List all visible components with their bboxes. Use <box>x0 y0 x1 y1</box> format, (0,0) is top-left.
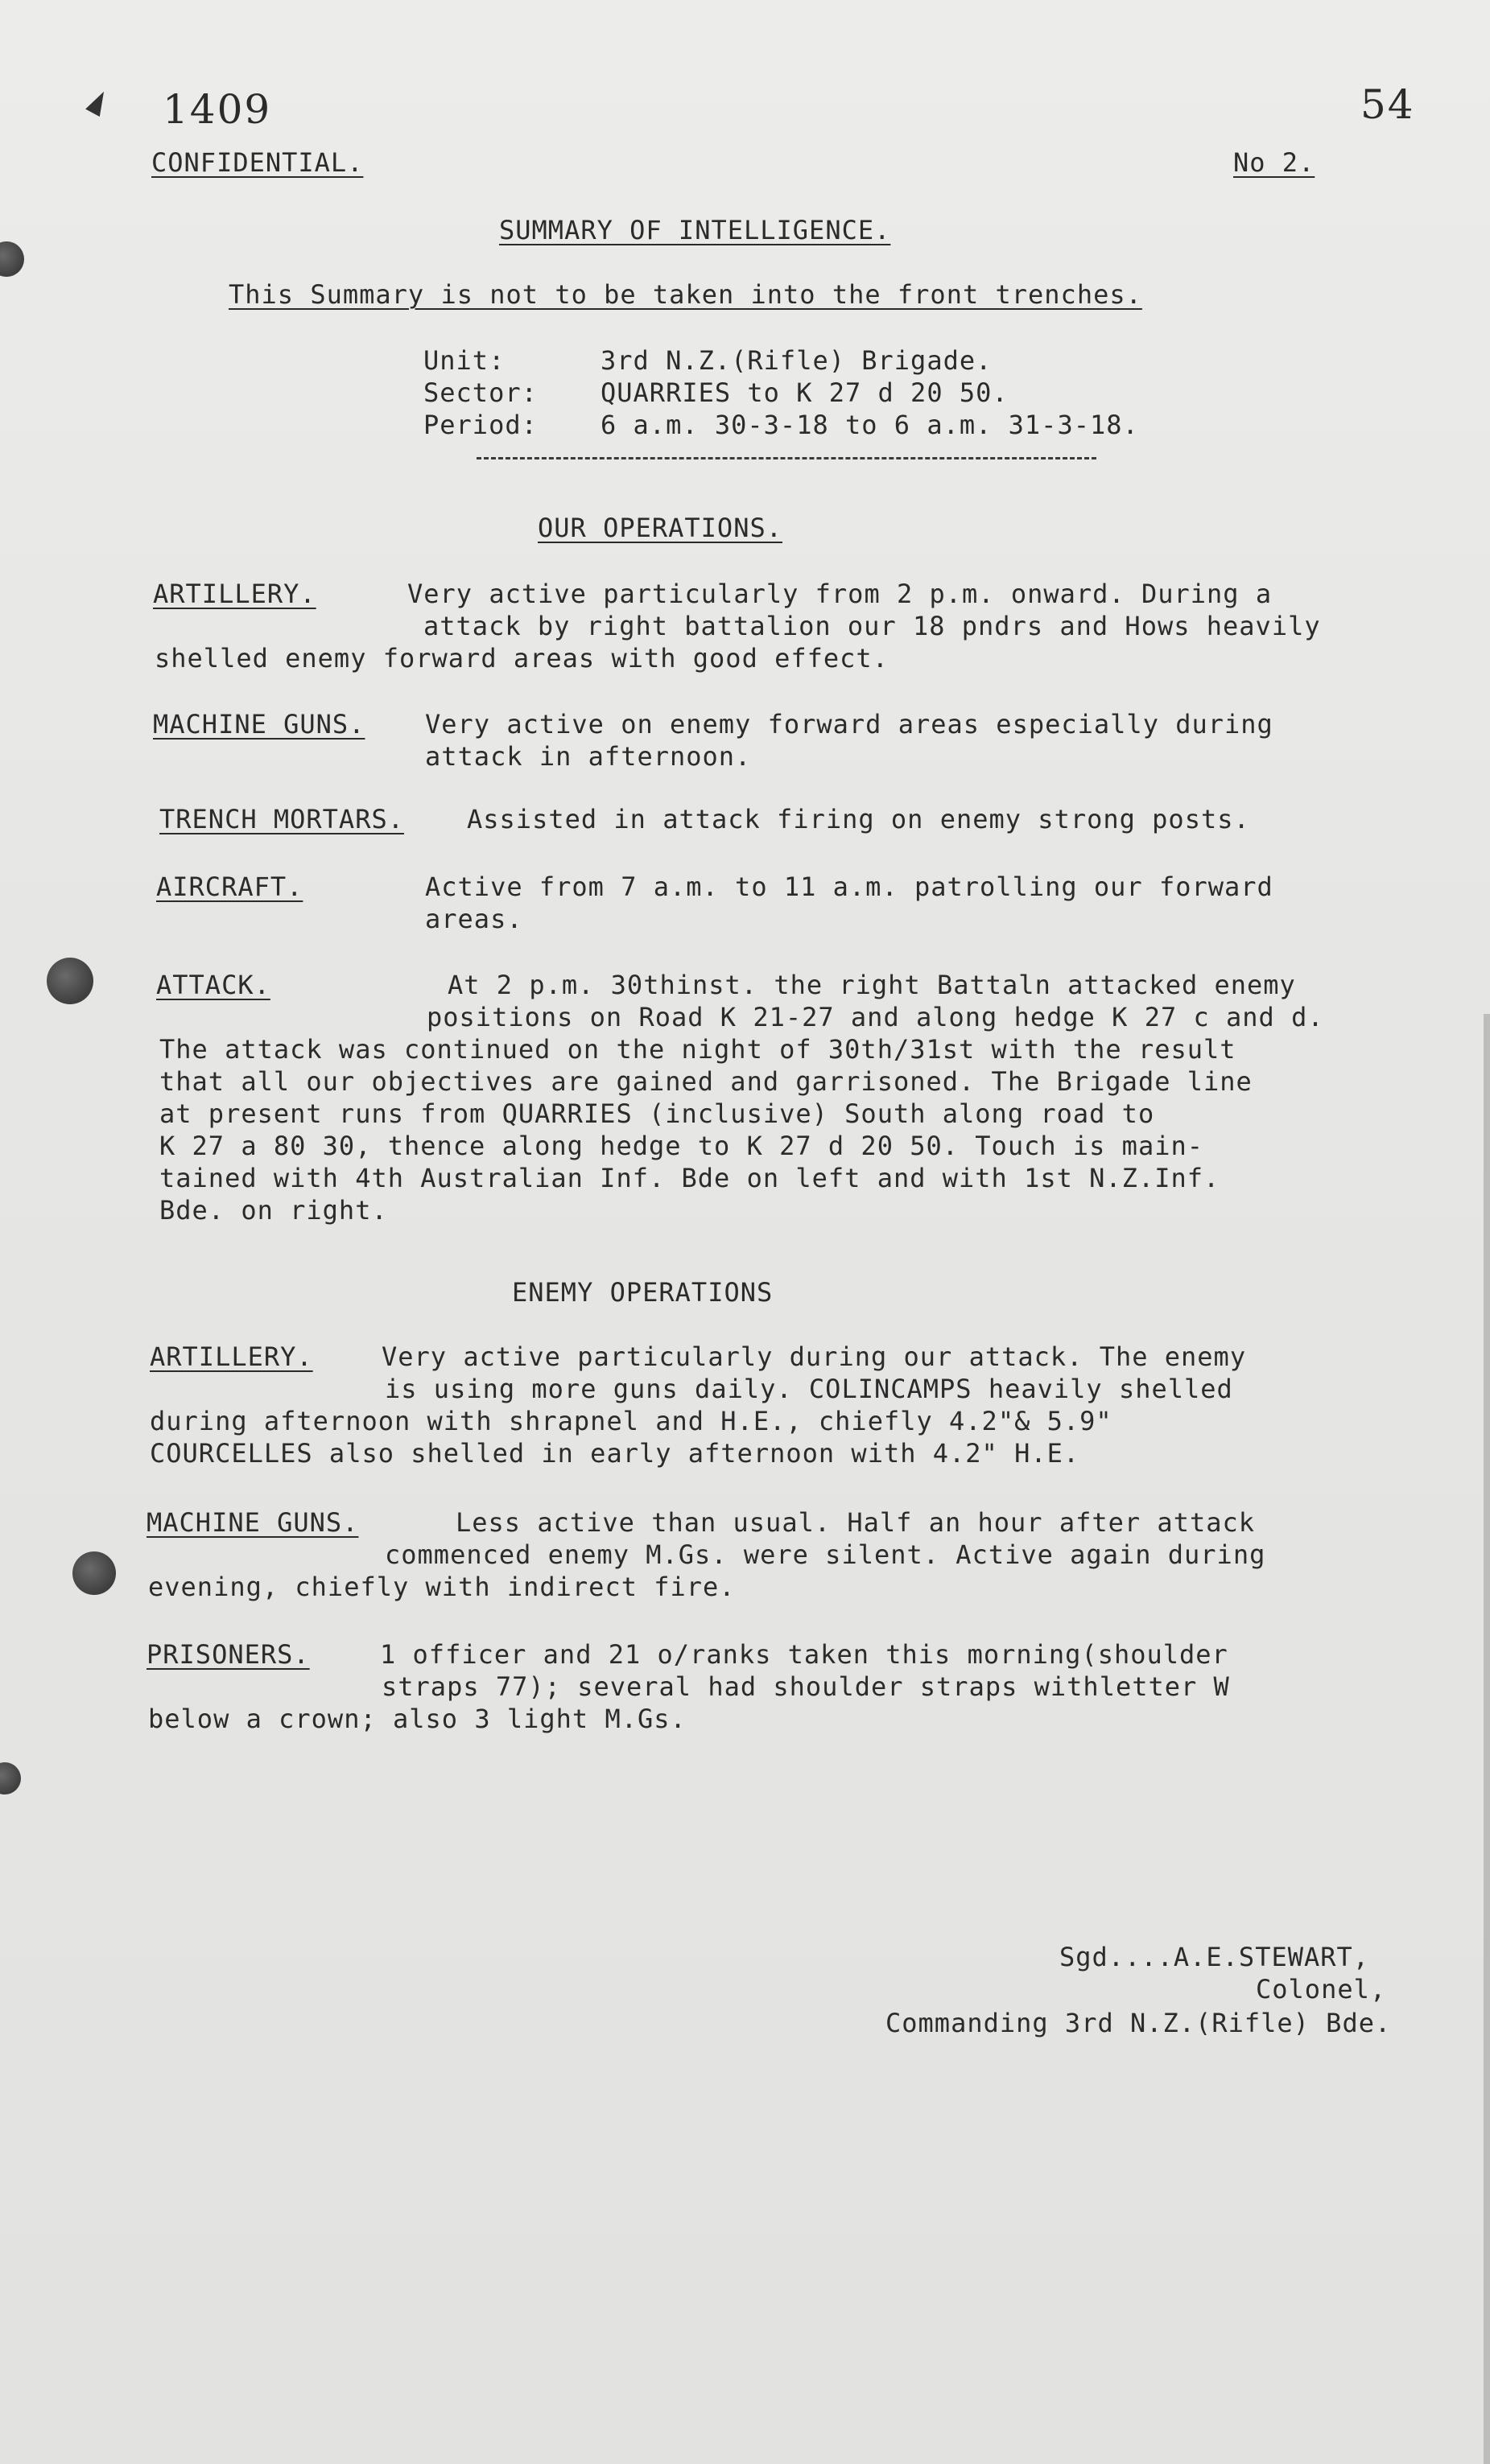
signature-line-2: Colonel, <box>1256 1974 1387 2005</box>
enemy-machine-guns-line-2: commenced enemy M.Gs. were silent. Active again during <box>385 1539 1266 1570</box>
punch-hole-1 <box>0 241 24 277</box>
punch-hole-3 <box>72 1551 116 1595</box>
our-machine-guns-line-2: attack in afternoon. <box>425 741 752 772</box>
attack-line-4: that all our objectives are gained and garrisoned. The Brigade line <box>159 1066 1253 1097</box>
period-value: 6 a.m. 30-3-18 to 6 a.m. 31-3-18. <box>601 410 1139 440</box>
trench-mortars-line-1: Assisted in attack firing on enemy strong posts. <box>467 804 1250 834</box>
distribution-warning: This Summary is not to be taken into the front trenches. <box>229 279 1142 310</box>
attack-label: ATTACK. <box>156 970 270 1000</box>
sector-label: Sector: <box>423 377 538 408</box>
document-number: No 2. <box>1233 147 1315 178</box>
enemy-operations-heading: ENEMY OPERATIONS <box>512 1277 774 1308</box>
punch-hole-4 <box>0 1762 21 1794</box>
attack-line-3: The attack was continued on the night of 30th/31st with the result <box>159 1034 1236 1065</box>
sector-value: QUARRIES to K 27 d 20 50. <box>601 377 1009 408</box>
our-machine-guns-line-1: Very active on enemy forward areas especially during <box>425 709 1273 740</box>
prisoners-line-3: below a crown; also 3 light M.Gs. <box>148 1704 687 1734</box>
our-artillery-line-3: shelled enemy forward areas with good effect. <box>155 643 889 674</box>
enemy-artillery-line-2: is using more guns daily. COLINCAMPS heavily shelled <box>385 1374 1233 1404</box>
our-operations-heading: OUR OPERATIONS. <box>538 513 782 543</box>
file-number: 1409 <box>163 86 272 133</box>
unit-value: 3rd N.Z.(Rifle) Brigade. <box>601 345 993 376</box>
prisoners-line-1: 1 officer and 21 o/ranks taken this morning(shoulder <box>380 1639 1228 1670</box>
classification: CONFIDENTIAL. <box>151 147 364 178</box>
signature-line-3: Commanding 3rd N.Z.(Rifle) Bde. <box>885 2008 1392 2038</box>
period-label: Period: <box>423 410 538 440</box>
enemy-machine-guns-line-1: Less active than usual. Half an hour after attack <box>456 1507 1256 1538</box>
enemy-artillery-label: ARTILLERY. <box>150 1341 313 1372</box>
enemy-machine-guns-line-3: evening, chiefly with indirect fire. <box>148 1572 736 1602</box>
page-edge-shadow <box>1484 1014 1490 2464</box>
prisoners-line-2: straps 77); several had shoulder straps withletter W <box>382 1671 1230 1702</box>
enemy-machine-guns-label: MACHINE GUNS. <box>147 1507 359 1538</box>
our-artillery-label: ARTILLERY. <box>153 579 316 609</box>
enemy-artillery-line-1: Very active particularly during our attack. The enemy <box>382 1341 1247 1372</box>
aircraft-label: AIRCRAFT. <box>156 871 303 902</box>
separator-line <box>477 457 1096 459</box>
attack-line-1: At 2 p.m. 30thinst. the right Battaln attacked enemy <box>448 970 1296 1000</box>
attack-line-5: at present runs from QUARRIES (inclusive) South along road to <box>159 1098 1155 1129</box>
prisoners-label: PRISONERS. <box>147 1639 310 1670</box>
aircraft-line-1: Active from 7 a.m. to 11 a.m. patrolling our forward <box>425 871 1273 902</box>
attack-line-2: positions on Road K 21-27 and along hedge K 27 c and d. <box>427 1002 1324 1032</box>
unit-label: Unit: <box>423 345 506 376</box>
our-artillery-line-1: Very active particularly from 2 p.m. onward. During a <box>407 579 1273 609</box>
punch-hole-2 <box>47 958 93 1004</box>
pencil-tick-icon <box>85 88 111 117</box>
our-machine-guns-label: MACHINE GUNS. <box>153 709 365 740</box>
aircraft-line-2: areas. <box>425 904 523 934</box>
trench-mortars-label: TRENCH MORTARS. <box>159 804 404 834</box>
attack-line-7: tained with 4th Australian Inf. Bde on left and with 1st N.Z.Inf. <box>159 1163 1220 1193</box>
signature-line-1: Sgd....A.E.STEWART, <box>1059 1942 1370 1972</box>
attack-line-6: K 27 a 80 30, thence along hedge to K 27 d 20 50. Touch is main- <box>159 1131 1203 1161</box>
document-title: SUMMARY OF INTELLIGENCE. <box>499 215 891 245</box>
enemy-artillery-line-4: COURCELLES also shelled in early afternoon with 4.2" H.E. <box>150 1438 1080 1469</box>
attack-line-8: Bde. on right. <box>159 1195 388 1226</box>
page-number: 54 <box>1360 81 1415 128</box>
enemy-artillery-line-3: during afternoon with shrapnel and H.E., chiefly 4.2"& 5.9" <box>150 1406 1112 1436</box>
our-artillery-line-2: attack by right battalion our 18 pndrs and Hows heavily <box>423 611 1321 641</box>
